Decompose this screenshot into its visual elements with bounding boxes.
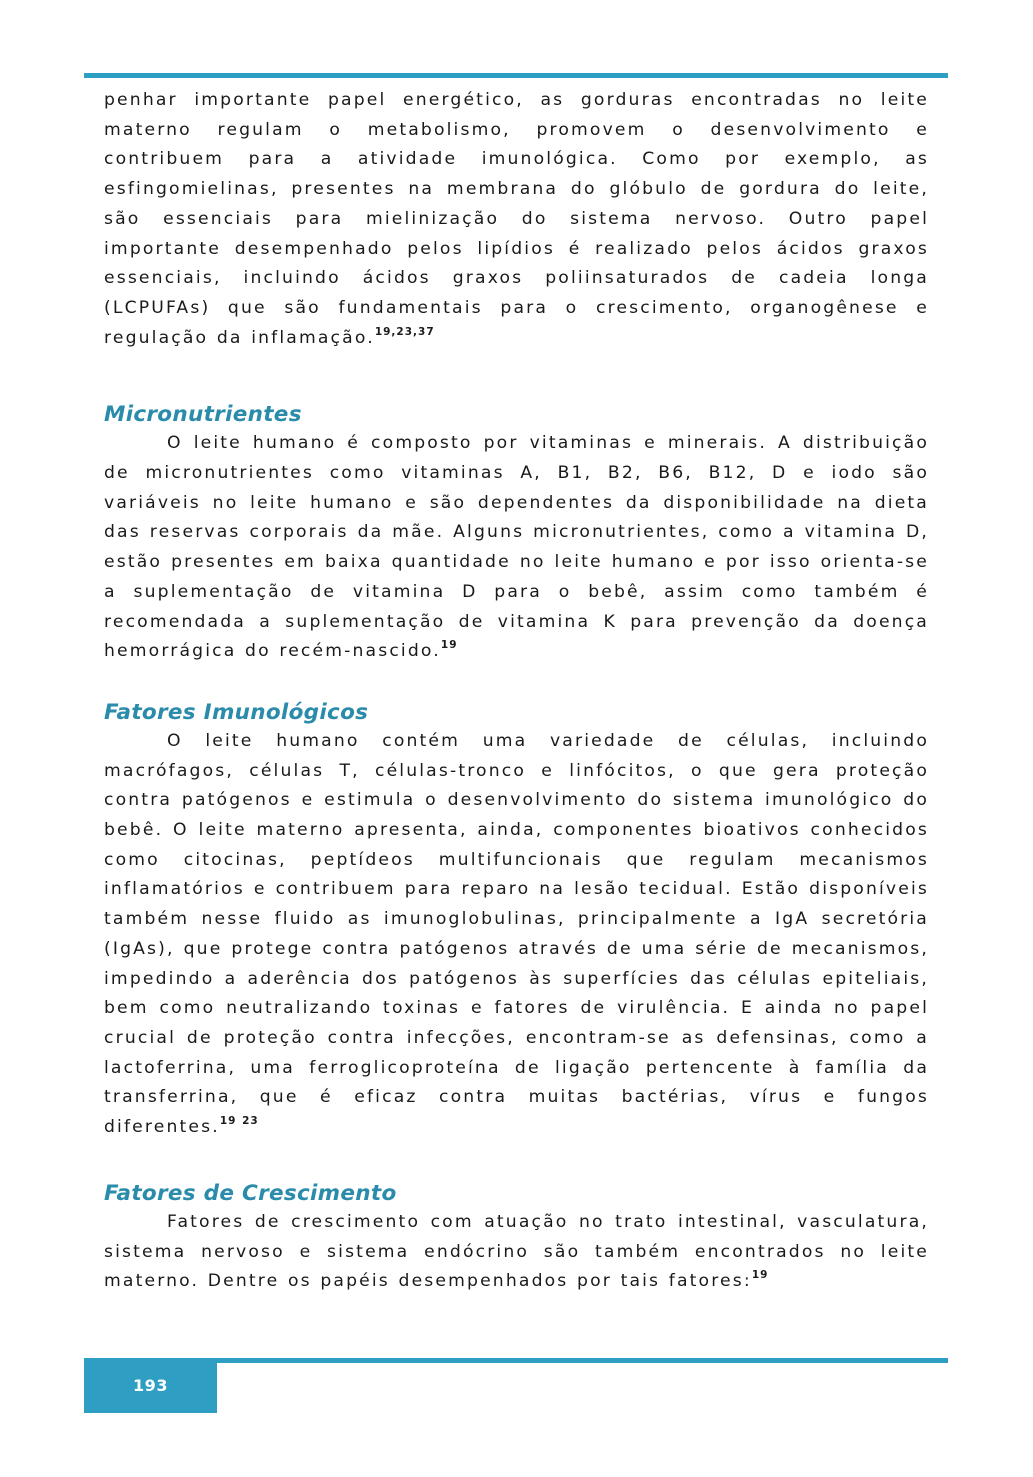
section-heading-micronutrientes: Micronutrientes: [104, 402, 302, 428]
fatores-imunologicos-citation: 19 23: [219, 1115, 259, 1128]
intro-paragraph: [104, 86, 929, 353]
page-number: 193: [133, 1376, 168, 1395]
fatores-imunologicos-text: O leite humano contém uma variedade de células, incluindo macrófagos, células T, células-tronco e linfócitos, o que gera proteção contra patógenos e estimula o desenvolvimento do sistema imunológico do bebê. O leite materno apresenta, ainda, componentes bioativos conhecidos como citocinas, peptídeos multifuncionais que regulam mecanismos inflamatórios e contribuem para reparo na lesão tecidual. Estão disponíveis também nesse fluido as imunoglobulinas, principalmente a IgA secretória (IgAs), que protege contra patógenos através de uma série de mecanismos, impedindo a aderência dos patógenos às superfícies das células epiteliais, bem como neutralizando toxinas e fatores de virulência. E ainda no papel crucial de proteção contra infecções, encontram-se as defensinas, como a lactoferrina, uma ferroglicoproteína de ligação pertencente à família da transferrina, que é eficaz contra muitas bactérias, vírus e fungos diferentes.: [104, 730, 929, 1138]
header-rule: [84, 73, 948, 78]
fatores-imunologicos-paragraph: [104, 727, 929, 1143]
section-heading-fatores-imunologicos: Fatores Imunológicos: [104, 699, 369, 725]
micronutrientes-text: O leite humano é composto por vitaminas e minerais. A distribuição de micronutrientes como vitaminas A, B1, B2, B6, B12, D e iodo são variáveis no leite humano e são dependentes da disponibilidade na dieta das reservas corporais da mãe. Alguns micronutrientes, como a vitamina D, estão presentes em baixa quantidade no leite humano e por isso orienta-se a suplementação de vitamina D para o bebê, assim como também é recomendada a suplementação de vitamina K para prevenção da doença hemorrágica do recém-nascido.: [104, 433, 929, 662]
page-number-box: [84, 1358, 217, 1413]
intro-citation: 19,23,37: [374, 325, 435, 338]
micronutrientes-citation: 19: [440, 639, 458, 652]
fatores-crescimento-text: Fatores de crescimento com atuação no trato intestinal, vasculatura, sistema nervoso e sistema endócrino são também encontrados no leite materno. Dentre os papéis desempenhados por tais fatores:: [104, 1211, 929, 1292]
section-heading-fatores-crescimento: Fatores de Crescimento: [104, 1180, 397, 1206]
fatores-crescimento-paragraph: [104, 1208, 929, 1297]
micronutrientes-paragraph: [104, 429, 929, 667]
intro-text: penhar importante papel energético, as gorduras encontradas no leite materno regulam o metabolismo, promovem o desenvolvimento e contribuem para a atividade imunológica. Como por exemplo, as esfingomielinas, presentes na membrana do glóbulo de gordura do leite, são essenciais para mielinização do sistema nervoso. Outro papel importante desempenhado pelos lipídios é realizado pelos ácidos graxos essenciais, incluindo ácidos graxos poliinsaturados de cadeia longa (LCPUFAs) que são fundamentais para o crescimento, organogênese e regulação da inflamação.: [104, 90, 929, 348]
fatores-crescimento-citation: 19: [751, 1269, 769, 1282]
page-body: [104, 86, 929, 1297]
